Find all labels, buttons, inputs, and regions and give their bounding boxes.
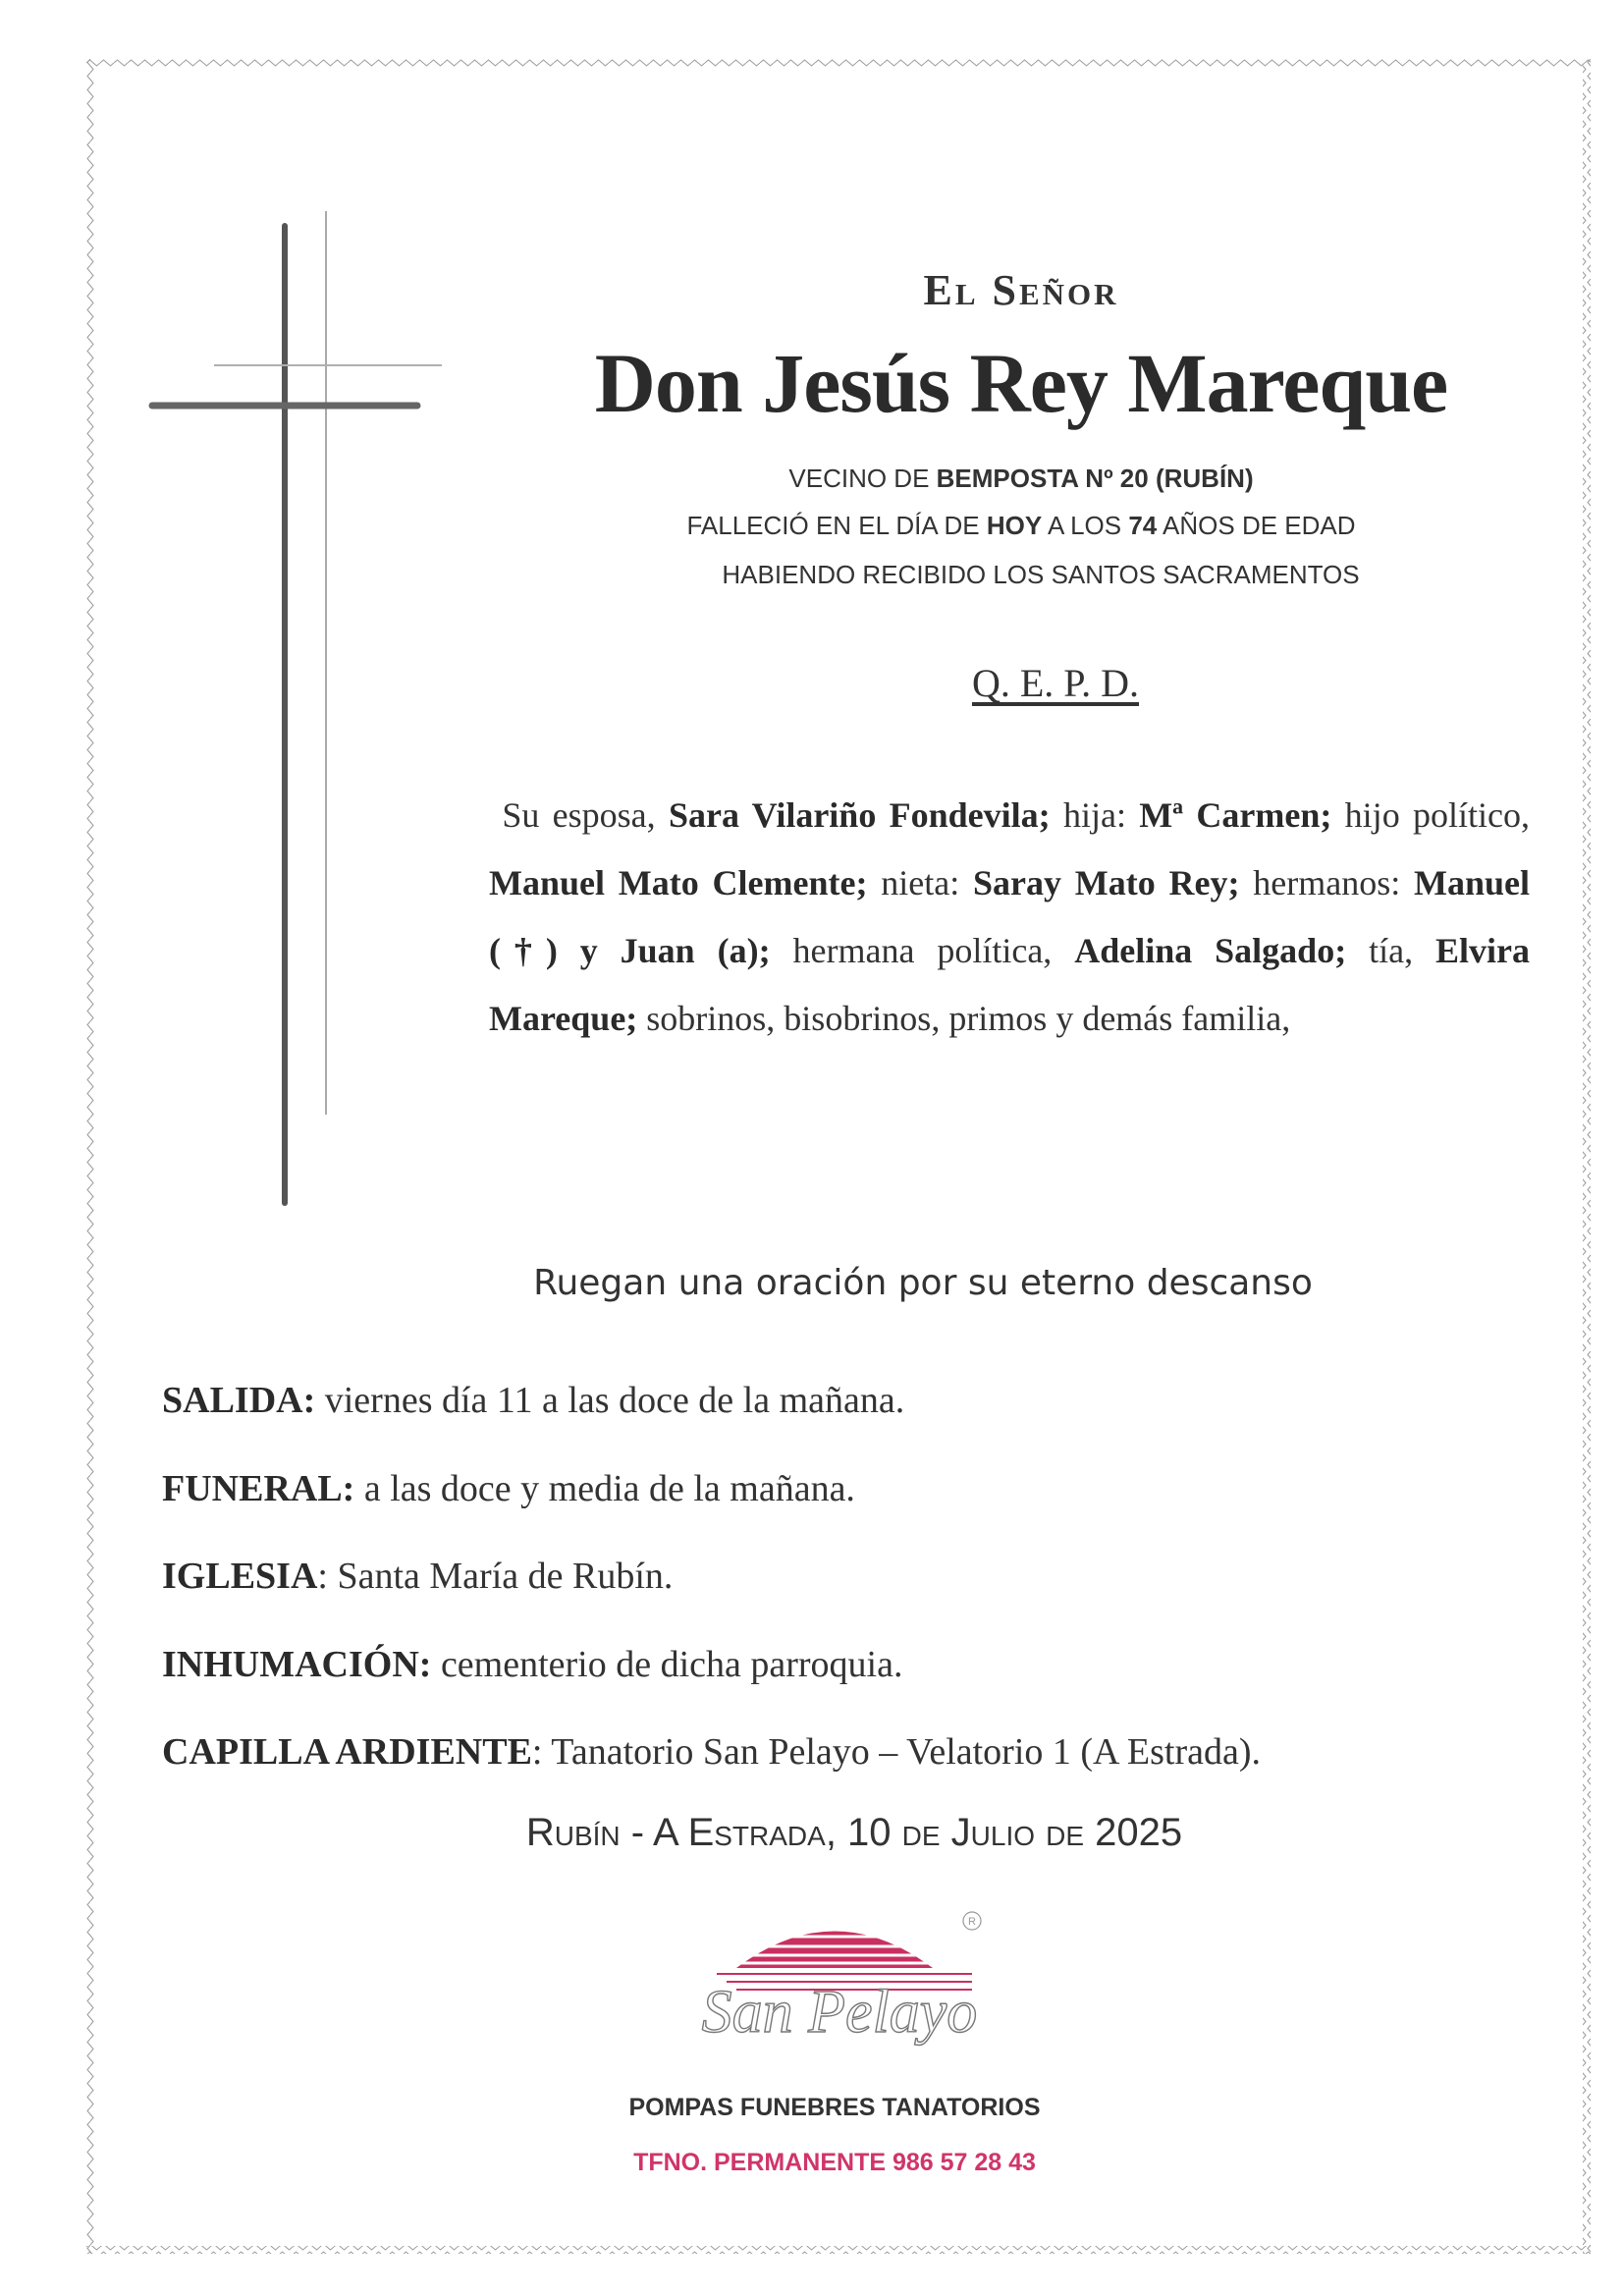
san-pelayo-logo <box>677 1909 1001 2086</box>
detail-inhumacion: INHUMACIÓN: cementerio de dicha parroquia. <box>162 1644 903 1685</box>
phone-number: TFNO. PERMANENTE 986 57 28 43 <box>633 2149 1036 2176</box>
detail-funeral: FUNERAL: a las doce y media de la mañana. <box>162 1468 855 1509</box>
qepd: Q. E. P. D. <box>971 661 1140 705</box>
detail-capilla: CAPILLA ARDIENTE: Tanatorio San Pelayo – Velatorio 1 (A Estrada). <box>162 1731 1261 1773</box>
prayer-request: Ruegan una oración por su eterno descanso <box>533 1263 1313 1303</box>
company-name: POMPAS FUNEBRES TANATORIOS <box>628 2094 1041 2121</box>
title-el-senor: El Señor <box>923 266 1119 314</box>
info-line-2: FALLECIÓ EN EL DÍA DE HOY A LOS 74 AÑOS DE EDAD <box>686 511 1356 540</box>
place-date: Rubín - A Estrada, 10 de Julio de 2025 <box>525 1811 1183 1854</box>
deceased-name: Don Jesús Rey Mareque <box>594 336 1448 430</box>
registered-mark: R <box>968 1916 976 1928</box>
detail-iglesia: IGLESIA: Santa María de Rubín. <box>162 1556 674 1597</box>
family-paragraph: Su esposa, Sara Vilariño Fondevila; hija: Mª Carmen; hijo político, Manuel Mato Clemente; nieta: Saray Mato Rey; hermanos: Manuel (†) y Juan (a); hermana política, Adelina Salgado; tía, Elvira Mareque; sobrinos, bisobrinos, primos y demás familia, <box>489 795 1531 1038</box>
info-line-1: VECINO DE BEMPOSTA Nº 20 (RUBÍN) <box>788 464 1254 493</box>
logo-text: San Pelayo <box>701 1979 978 2046</box>
detail-salida: SALIDA: viernes día 11 a las doce de la mañana. <box>162 1380 905 1421</box>
cross-icon <box>147 211 461 1213</box>
info-line-3: HABIENDO RECIBIDO LOS SANTOS SACRAMENTOS <box>722 560 1360 589</box>
